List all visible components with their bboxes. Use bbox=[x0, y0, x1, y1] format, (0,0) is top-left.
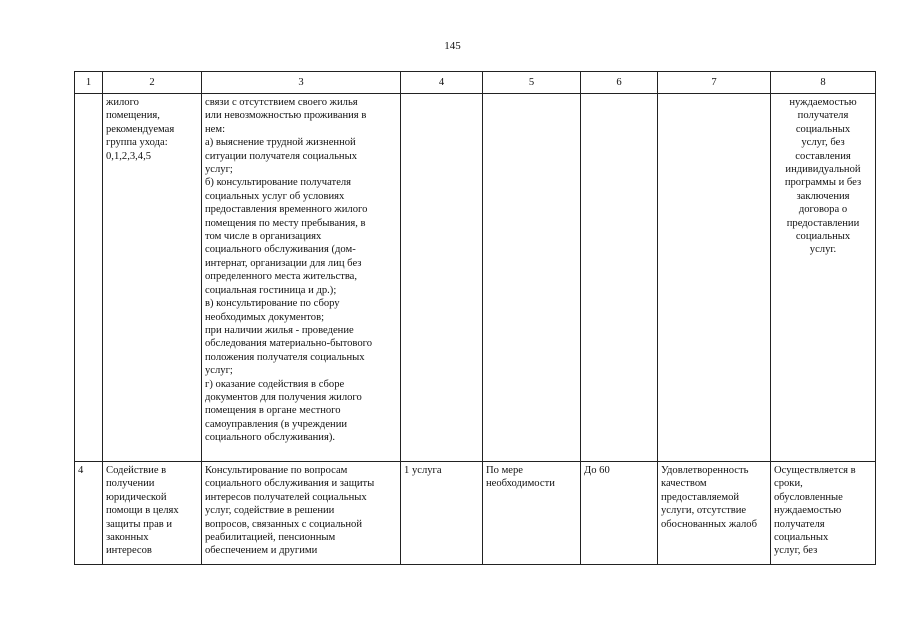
cell-text-line: рекомендуемая bbox=[106, 123, 175, 135]
header-cell: 3 bbox=[202, 72, 401, 94]
cell-text-line: услуг, без bbox=[801, 137, 845, 149]
cell-text-line: Удовлетворенность bbox=[661, 465, 749, 476]
cell-text-line: определенного места жительства, bbox=[205, 271, 358, 283]
cell-text-line: положения получателя социальных bbox=[205, 351, 365, 363]
cell-text-line: предоставляемой bbox=[661, 491, 740, 503]
cell-text-line: индивидуальной bbox=[785, 164, 861, 176]
cell-text-line: г) оказание содействия в сборе bbox=[205, 378, 345, 390]
cell-text-line: договора о bbox=[798, 204, 848, 216]
table-cell bbox=[401, 94, 483, 462]
cell-text-line: сроки, bbox=[774, 478, 803, 490]
table-row-continuation bbox=[75, 94, 876, 462]
cell-text-line: составления bbox=[795, 150, 851, 162]
cell-text-line: документов для получения жилого bbox=[205, 391, 362, 403]
cell-text-line: качеством bbox=[661, 478, 707, 490]
cell-text-line: обусловленные bbox=[774, 491, 843, 503]
cell-text-line: 0,1,2,3,4,5 bbox=[106, 150, 152, 162]
cell-text-line: До 60 bbox=[584, 465, 610, 476]
header-cell: 1 bbox=[75, 72, 103, 94]
table-cell bbox=[771, 462, 876, 565]
table-cell bbox=[202, 462, 401, 565]
cell-text-line: Консультирование по вопросам bbox=[205, 465, 348, 476]
cell-text-line: жилого bbox=[106, 97, 139, 108]
cell-text-line: помещения по месту пребывания, в bbox=[205, 217, 366, 229]
cell-text-line: социального обслуживания (дом- bbox=[205, 244, 356, 256]
cell-text-line: получателя bbox=[774, 518, 825, 530]
header-cell: 6 bbox=[581, 72, 658, 94]
table-cell bbox=[103, 462, 202, 565]
cell-text-line: 1 услуга bbox=[404, 465, 442, 476]
cell-text-line: нем: bbox=[205, 123, 226, 135]
cell-text-line: законных bbox=[106, 532, 149, 544]
header-cell: 5 bbox=[483, 72, 581, 94]
table-cell bbox=[103, 94, 202, 462]
cell-text-line: предоставлении bbox=[786, 217, 860, 229]
cell-text-line: предоставления временного жилого bbox=[205, 204, 368, 216]
header-row bbox=[75, 72, 876, 94]
cell-text-line: при наличии жилья - проведение bbox=[205, 324, 354, 336]
table-cell bbox=[401, 462, 483, 565]
table-cell bbox=[75, 462, 103, 565]
cell-text-line: интересов получателей социальных bbox=[205, 491, 367, 503]
cell-text-line: обследования материально-бытового bbox=[205, 338, 373, 350]
cell-text-line: самоуправления (в учреждении bbox=[205, 418, 348, 430]
cell-text-line: 4 bbox=[78, 465, 84, 476]
cell-text-line: защиты прав и bbox=[106, 518, 173, 530]
cell-text-line: реабилитацией, пенсионным bbox=[205, 532, 336, 544]
cell-text-line: социальных bbox=[795, 231, 851, 243]
cell-text-line: услуг, без bbox=[774, 545, 818, 557]
cell-text-line: или невозможностью проживания в bbox=[205, 110, 367, 122]
cell-text-line: а) выяснение трудной жизненной bbox=[205, 137, 356, 149]
table-cell bbox=[771, 94, 876, 462]
header-cell: 2 bbox=[103, 72, 202, 94]
cell-text-line: том числе в организациях bbox=[205, 231, 322, 243]
table-row-4 bbox=[75, 462, 876, 565]
cell-text-line: помощи в целях bbox=[106, 505, 179, 517]
cell-text-line: получателя bbox=[797, 110, 849, 122]
cell-text-line: социального обслуживания и защиты bbox=[205, 478, 375, 490]
services-table bbox=[74, 71, 876, 565]
cell-text-line: вопросов, связанных с социальной bbox=[205, 518, 363, 530]
cell-text-line: интернат, организации для лиц без bbox=[205, 257, 362, 269]
cell-text-line: Содействие в bbox=[106, 465, 167, 476]
header-cell: 4 bbox=[401, 72, 483, 94]
cell-text-line: Осуществляется в bbox=[774, 465, 856, 476]
cell-text-line: помещения, bbox=[106, 110, 160, 122]
cell-text-line: социальных услуг об условиях bbox=[205, 190, 345, 202]
cell-text-line: программы и без bbox=[784, 177, 862, 189]
cell-text-line: группа ухода: bbox=[106, 137, 168, 149]
cell-text-line: получении bbox=[106, 478, 155, 490]
cell-text-line: заключения bbox=[796, 190, 850, 202]
table-cell bbox=[658, 94, 771, 462]
cell-text-line: б) консультирование получателя bbox=[205, 177, 352, 189]
header-cell: 8 bbox=[771, 72, 876, 94]
cell-text-line: услуг; bbox=[205, 164, 233, 176]
cell-text-line: социальная гостиница и др.); bbox=[205, 284, 337, 296]
cell-text-line: услуги, отсутствие bbox=[661, 505, 747, 517]
table-cell bbox=[483, 94, 581, 462]
table-cell bbox=[581, 94, 658, 462]
cell-text-line: По мере bbox=[486, 465, 524, 476]
cell-text-line: обеспечением и другими bbox=[205, 545, 318, 557]
cell-text-line: ситуации получателя социальных bbox=[205, 150, 358, 162]
cell-text-line: социальных bbox=[774, 532, 829, 544]
cell-text-line: услуг. bbox=[809, 244, 837, 256]
table-cell bbox=[581, 462, 658, 565]
cell-text-line: услуг, содействие в решении bbox=[205, 505, 335, 517]
header-cell: 7 bbox=[658, 72, 771, 94]
cell-text-line: обоснованных жалоб bbox=[661, 518, 757, 530]
table-cell bbox=[75, 94, 103, 462]
cell-text-line: социального обслуживания). bbox=[205, 432, 336, 444]
table-cell bbox=[202, 94, 401, 462]
page-number: 145 bbox=[444, 40, 461, 52]
table-cell bbox=[658, 462, 771, 565]
cell-text-line: нуждаемостью bbox=[789, 97, 857, 108]
cell-text-line: интересов bbox=[106, 545, 152, 557]
cell-text-line: связи с отсутствием своего жилья bbox=[205, 97, 358, 108]
cell-text-line: нуждаемостью bbox=[774, 505, 842, 517]
cell-text-line: социальных bbox=[795, 123, 851, 135]
cell-text-line: юридической bbox=[106, 491, 167, 503]
cell-text-line: необходимости bbox=[486, 478, 555, 490]
cell-text-line: помещения в органе местного bbox=[205, 405, 341, 417]
cell-text-line: в) консультирование по сбору bbox=[205, 298, 340, 310]
table-cell bbox=[483, 462, 581, 565]
cell-text-line: услуг; bbox=[205, 365, 233, 377]
cell-text-line: необходимых документов; bbox=[205, 311, 325, 323]
